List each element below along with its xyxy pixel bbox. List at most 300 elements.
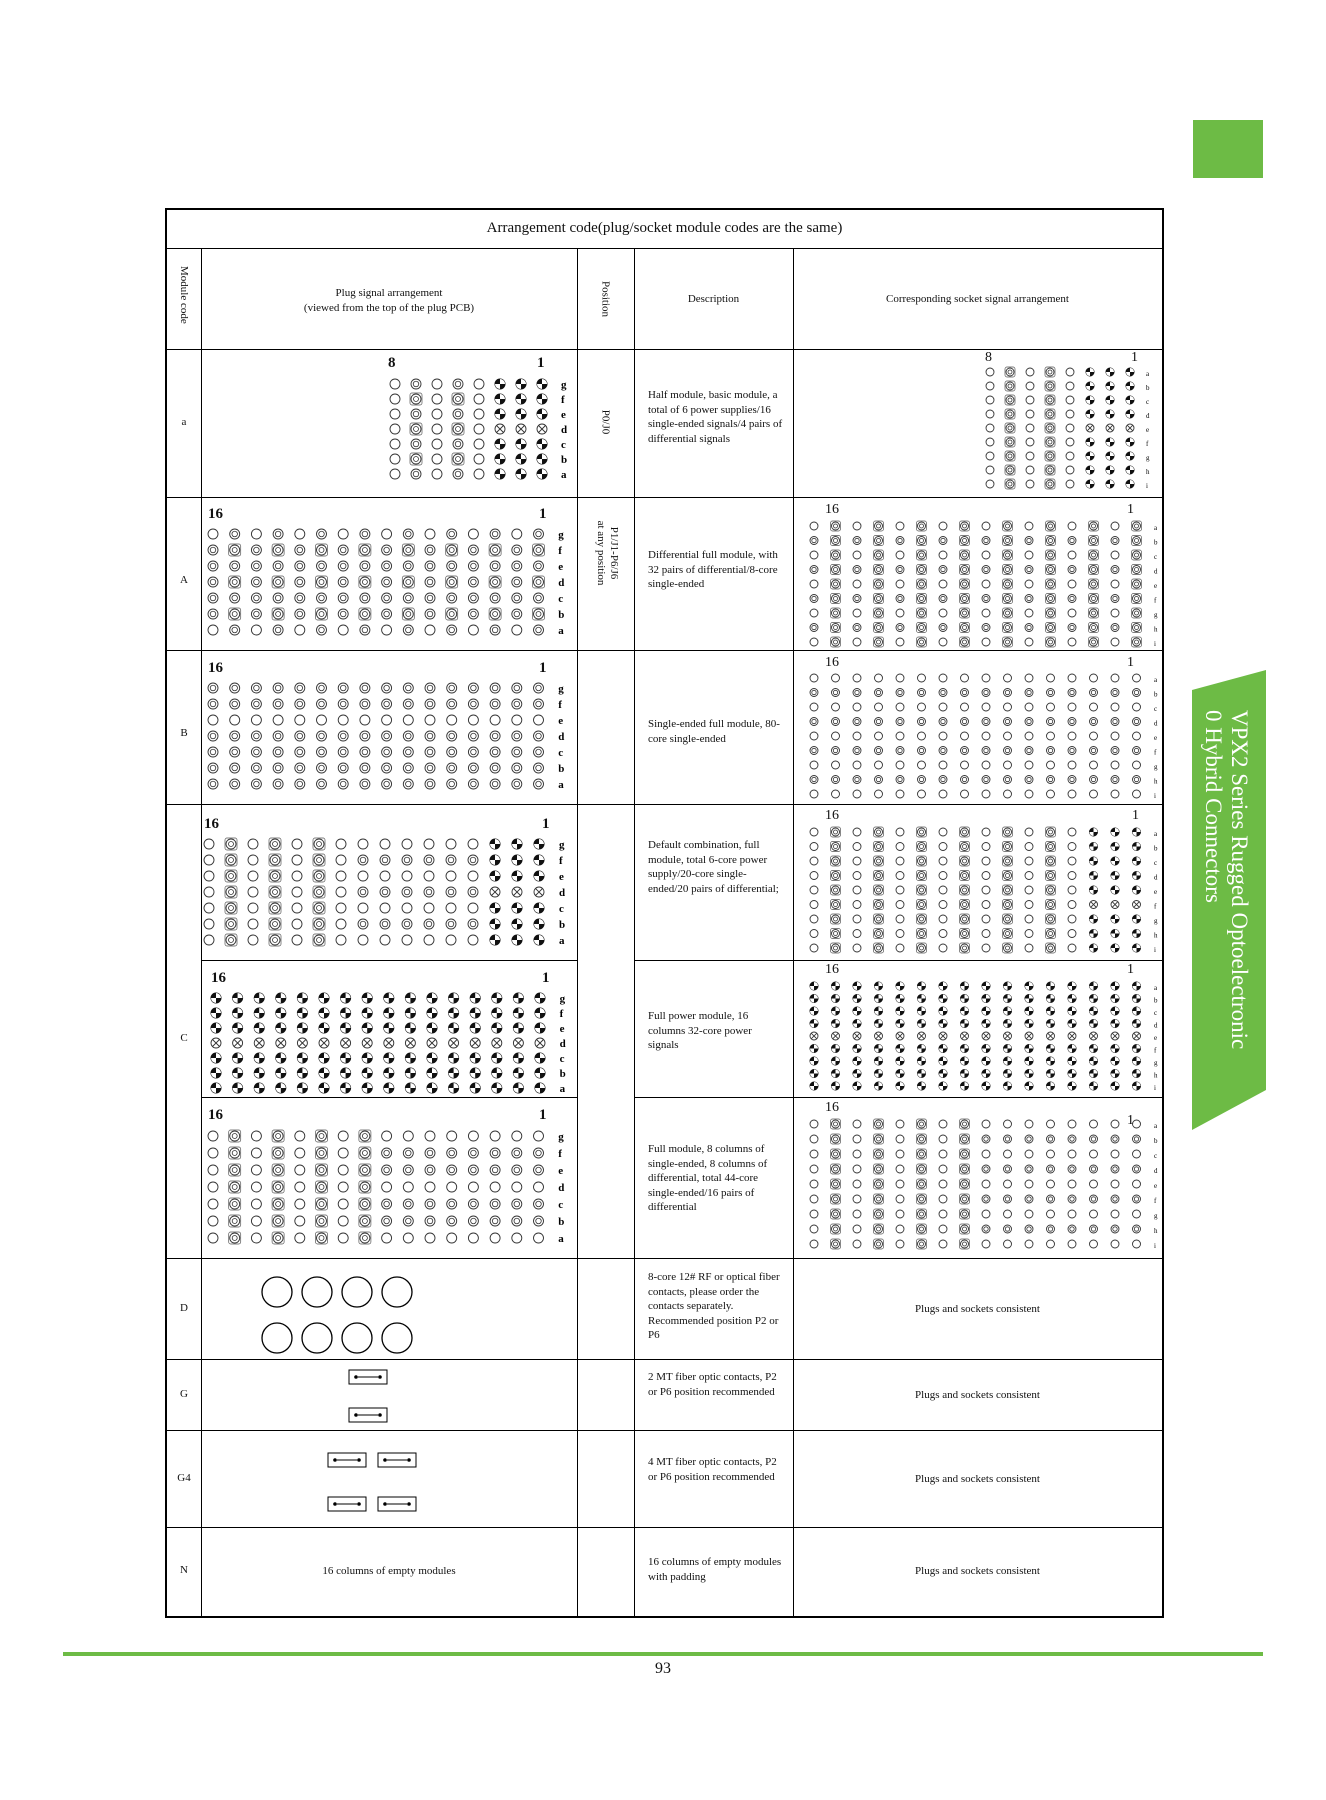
pin-double: [382, 609, 392, 619]
pin-plain: [446, 839, 456, 849]
mt-contact: [378, 1453, 416, 1467]
pin-double: [380, 855, 390, 865]
pin-diff: [1046, 579, 1056, 589]
pin-plain: [382, 1182, 392, 1192]
pin-diff: [359, 1198, 371, 1210]
pin-plain: [390, 454, 400, 464]
pin-plain: [896, 1210, 904, 1218]
pin-power: [810, 1045, 818, 1053]
pin-plain: [853, 901, 861, 909]
pin-plain: [832, 732, 840, 740]
plug-pin-grid-B: [207, 682, 571, 802]
pin-plain: [918, 703, 926, 711]
pin-double: [512, 763, 522, 773]
pin-plain: [1066, 368, 1074, 376]
socket-text-D: Plugs and sockets consistent: [915, 1303, 1040, 1315]
pin-power: [982, 995, 990, 1003]
pin-gnd: [211, 1038, 221, 1048]
pin-plain: [896, 580, 904, 588]
pin-plain: [1090, 790, 1098, 798]
plug-C-right: 1: [542, 970, 550, 986]
pin-power: [1106, 410, 1114, 418]
pin-power: [233, 1083, 243, 1093]
pin-power: [512, 839, 522, 849]
pin-power: [810, 1070, 818, 1078]
pin-power: [470, 993, 480, 1003]
row-letter: a: [1154, 676, 1158, 684]
pin-double: [382, 747, 392, 757]
pin-plain: [336, 903, 346, 913]
pin-plain: [380, 903, 390, 913]
pin-power: [875, 1007, 883, 1015]
pin-double: [1068, 1195, 1076, 1203]
row-letter: c: [559, 903, 564, 915]
pin-diff: [1132, 565, 1142, 575]
pin-plain: [896, 901, 904, 909]
pin-power: [297, 1023, 307, 1033]
pin-double: [1111, 689, 1119, 697]
pin-double: [447, 763, 457, 773]
pin-power: [1111, 1045, 1119, 1053]
pin-plain: [251, 529, 261, 539]
pin-plain: [382, 715, 392, 725]
pin-plain: [918, 732, 926, 740]
pin-power: [516, 469, 526, 479]
pin-plain: [939, 1240, 947, 1248]
pin-power: [1133, 1007, 1141, 1015]
pin-power: [492, 1008, 502, 1018]
side-banner-text: [1196, 700, 1266, 1100]
pin-diff: [960, 637, 970, 647]
pin-plain: [1047, 1210, 1055, 1218]
pin-power: [1111, 982, 1119, 990]
pin-power: [875, 995, 883, 1003]
pin-double: [382, 1216, 392, 1226]
pin-power: [211, 1023, 221, 1033]
pin-power: [939, 1045, 947, 1053]
pin-power: [982, 1082, 990, 1090]
pin-plain: [390, 379, 400, 389]
pin-power: [1133, 872, 1141, 880]
pin-power: [319, 1053, 329, 1063]
pin-plain: [1111, 674, 1119, 682]
pin-double: [403, 593, 413, 603]
pin-plain: [1111, 1180, 1119, 1188]
pin-plain: [896, 1195, 904, 1203]
pin-diff: [313, 934, 325, 946]
pin-power: [853, 1057, 861, 1065]
pin-double: [403, 1165, 413, 1175]
pin-diff: [960, 565, 970, 575]
pin-power: [1025, 1082, 1033, 1090]
pin-power: [211, 1083, 221, 1093]
pin-plain: [295, 1131, 305, 1141]
pin-double: [403, 1199, 413, 1209]
pin-plain: [982, 872, 990, 880]
pin-plain: [810, 828, 818, 836]
pin-plain: [810, 1150, 818, 1158]
row-letter: a: [1154, 984, 1158, 992]
pin-power: [1086, 396, 1094, 404]
banner-line-1: VPX2 Series Rugged Optoelectronic: [1227, 710, 1252, 1050]
pin-double: [382, 593, 392, 603]
pin-plain: [468, 625, 478, 635]
pin-double: [875, 689, 883, 697]
pin-gnd: [918, 1032, 926, 1040]
pin-double: [230, 731, 240, 741]
pin-plain: [961, 732, 969, 740]
pin-diff: [960, 929, 970, 939]
pin-power: [1106, 480, 1114, 488]
pin-plain: [986, 452, 994, 460]
pin-double: [382, 779, 392, 789]
pin-plain: [490, 715, 500, 725]
pin-double: [896, 537, 904, 545]
pin-power: [1111, 1007, 1119, 1015]
pin-power: [875, 1070, 883, 1078]
pin-double: [1025, 718, 1033, 726]
plug-C2-left: 16: [208, 1107, 223, 1123]
pin-double: [425, 699, 435, 709]
pin-plain: [832, 761, 840, 769]
pin-diff: [410, 423, 422, 435]
pin-double: [403, 731, 413, 741]
pin-double: [534, 699, 544, 709]
pin-plain: [512, 529, 522, 539]
pin-power: [1086, 466, 1094, 474]
pin-power: [534, 855, 544, 865]
pin-diff: [874, 871, 884, 881]
pin-power: [982, 1057, 990, 1065]
pin-diff: [960, 1179, 970, 1189]
socket-text-G4: Plugs and sockets consistent: [915, 1473, 1040, 1485]
pin-plain: [390, 439, 400, 449]
pin-plain: [1068, 901, 1076, 909]
pin-diff: [1046, 637, 1056, 647]
description-D: 8-core 12# RF or optical fiber contacts, please order the contacts separately. Recommended position P2 or P6: [648, 1271, 780, 1341]
pin-double: [403, 763, 413, 773]
pin-plain: [939, 609, 947, 617]
pin-diff: [1046, 536, 1056, 546]
pin-plain: [875, 761, 883, 769]
row-letter: f: [1154, 748, 1157, 757]
pin-double: [338, 779, 348, 789]
pin-power: [470, 1023, 480, 1033]
pin-plain: [1066, 452, 1074, 460]
pin-plain: [1025, 872, 1033, 880]
row-letter: d: [559, 1038, 566, 1050]
pin-diff: [874, 623, 884, 633]
pin-plain: [918, 790, 926, 798]
pin-power: [1090, 915, 1098, 923]
banner-line-2: 0 Hybrid Connectors: [1201, 710, 1226, 903]
pin-diff: [1045, 437, 1055, 447]
pin-plain: [853, 1180, 861, 1188]
pin-power: [495, 454, 505, 464]
pin-diff: [917, 550, 927, 560]
pin-plain: [1111, 638, 1119, 646]
pin-double: [382, 1148, 392, 1158]
pin-plain: [1025, 901, 1033, 909]
pin-power: [810, 1007, 818, 1015]
pin-diff: [410, 453, 422, 465]
pin-diff: [960, 1149, 970, 1159]
pin-plain: [853, 872, 861, 880]
pin-power: [961, 1057, 969, 1065]
row-letter: i: [1154, 792, 1156, 800]
pin-double: [490, 699, 500, 709]
pin-diff: [313, 886, 325, 898]
pin-double: [1025, 624, 1033, 632]
pin-plain: [939, 580, 947, 588]
pin-double: [512, 561, 522, 571]
pin-plain: [248, 935, 258, 945]
pin-double: [1068, 776, 1076, 784]
pin-diff: [1003, 579, 1013, 589]
pin-plain: [896, 1225, 904, 1233]
pin-double: [534, 763, 544, 773]
pin-diff: [1046, 871, 1056, 881]
pin-double: [230, 763, 240, 773]
pin-diff: [1046, 550, 1056, 560]
row-letter: a: [1154, 524, 1158, 532]
pin-power: [297, 1083, 307, 1093]
pin-plain: [424, 903, 434, 913]
pin-double: [230, 683, 240, 693]
pin-gnd: [1025, 1032, 1033, 1040]
pin-double: [208, 561, 218, 571]
pin-double: [468, 747, 478, 757]
pin-plain: [425, 1233, 435, 1243]
pin-diff: [316, 576, 328, 588]
pin-plain: [1066, 438, 1074, 446]
row-letter: d: [1154, 719, 1158, 728]
pin-plain: [982, 638, 990, 646]
pin-plain: [1047, 732, 1055, 740]
pin-plain: [248, 839, 258, 849]
pin-double: [251, 699, 261, 709]
pin-gnd: [341, 1038, 351, 1048]
pin-double: [295, 545, 305, 555]
pin-double: [490, 1199, 500, 1209]
pin-diff: [1003, 521, 1013, 531]
pin-power: [537, 469, 547, 479]
row-letter: h: [1154, 777, 1158, 786]
section-color-tab: [1193, 120, 1263, 178]
pin-power: [449, 1023, 459, 1033]
pin-plain: [1111, 580, 1119, 588]
pin-power: [362, 1068, 372, 1078]
pin-double: [961, 718, 969, 726]
pin-plain: [810, 901, 818, 909]
pin-power: [254, 1068, 264, 1078]
pin-plain: [853, 828, 861, 836]
pin-double: [447, 1199, 457, 1209]
pin-plain: [424, 871, 434, 881]
pin-plain: [358, 839, 368, 849]
pin-plain: [1025, 886, 1033, 894]
row-letter: g: [1154, 917, 1158, 925]
pin-double: [425, 1165, 435, 1175]
pin-power: [1126, 452, 1134, 460]
pin-gnd: [1047, 1032, 1055, 1040]
pin-plain: [1066, 424, 1074, 432]
pin-diff: [917, 1239, 927, 1249]
pin-double: [1133, 776, 1141, 784]
pin-plain: [875, 703, 883, 711]
row-letter: c: [561, 439, 566, 451]
pin-power: [1133, 995, 1141, 1003]
pin-double: [832, 776, 840, 784]
row-letter: g: [1146, 454, 1150, 462]
pin-double: [1133, 747, 1141, 755]
pin-power: [297, 1053, 307, 1063]
pin-power: [537, 379, 547, 389]
pin-plain: [939, 790, 947, 798]
pin-diff: [874, 856, 884, 866]
description-N: 16 columns of empty modules with padding: [648, 1556, 782, 1583]
pin-double: [1133, 1225, 1141, 1233]
pin-power: [537, 439, 547, 449]
pin-double: [295, 609, 305, 619]
row-letter: d: [558, 577, 565, 589]
pin-plain: [382, 529, 392, 539]
pin-power: [832, 982, 840, 990]
pin-power: [1111, 1070, 1119, 1078]
pin-double: [208, 747, 218, 757]
pin-double: [453, 409, 463, 419]
pin-power: [297, 993, 307, 1003]
row-letter: d: [1146, 412, 1150, 420]
pin-double: [468, 731, 478, 741]
pin-power: [427, 1008, 437, 1018]
pin-power: [982, 982, 990, 990]
pin-plain: [1068, 674, 1076, 682]
pin-double: [208, 779, 218, 789]
pin-plain: [534, 715, 544, 725]
pin-diff: [831, 1224, 841, 1234]
pin-diff: [831, 1149, 841, 1159]
pin-plain: [1066, 466, 1074, 474]
pin-diff: [489, 576, 501, 588]
pin-power: [1025, 1057, 1033, 1065]
mt-contact: [349, 1408, 387, 1422]
pin-diff: [1132, 536, 1142, 546]
pin-double: [1068, 747, 1076, 755]
pin-plain: [853, 551, 861, 559]
rf-contact: [302, 1323, 332, 1353]
pin-plain: [810, 872, 818, 880]
pin-plain: [1025, 944, 1033, 952]
pin-diff: [874, 914, 884, 924]
module-code-G4: G4: [177, 1472, 191, 1484]
pin-double: [411, 409, 421, 419]
pin-diff: [831, 637, 841, 647]
pin-power: [1106, 452, 1114, 460]
pin-plain: [939, 843, 947, 851]
pin-plain: [474, 454, 484, 464]
pin-diff: [831, 608, 841, 618]
pin-power: [1111, 915, 1119, 923]
pin-plain: [896, 915, 904, 923]
pin-diff: [1003, 914, 1013, 924]
pin-gnd: [405, 1038, 415, 1048]
pin-plain: [338, 1199, 348, 1209]
pin-power: [1090, 982, 1098, 990]
pin-power: [1090, 843, 1098, 851]
pin-plain: [474, 469, 484, 479]
pin-double: [360, 747, 370, 757]
pin-diff: [874, 900, 884, 910]
pin-plain: [208, 1131, 218, 1141]
pin-gnd: [534, 887, 544, 897]
pin-double: [251, 577, 261, 587]
pin-diff: [960, 842, 970, 852]
pin-double: [1025, 1135, 1033, 1143]
pin-double: [534, 731, 544, 741]
pin-gnd: [319, 1038, 329, 1048]
pin-double: [382, 1165, 392, 1175]
pin-double: [1004, 1195, 1012, 1203]
pin-plain: [1025, 1210, 1033, 1218]
pin-power: [492, 993, 502, 1003]
pin-double: [1111, 566, 1119, 574]
row-letter: i: [1154, 1242, 1156, 1250]
pin-double: [534, 1199, 544, 1209]
pin-plain: [853, 1120, 861, 1128]
pin-diff: [272, 1198, 284, 1210]
pin-diff: [917, 929, 927, 939]
pin-power: [1126, 466, 1134, 474]
pin-double: [1090, 1225, 1098, 1233]
pin-double: [425, 561, 435, 571]
pin-double: [512, 545, 522, 555]
pin-plain: [810, 674, 818, 682]
pin-diff: [1089, 565, 1099, 575]
pin-gnd: [939, 1032, 947, 1040]
pin-power: [1126, 480, 1134, 488]
pin-double: [1133, 1135, 1141, 1143]
pin-power: [896, 995, 904, 1003]
pin-diff: [313, 870, 325, 882]
pin-diff: [229, 1130, 241, 1142]
pin-double: [230, 561, 240, 571]
pin-power: [1047, 1020, 1055, 1028]
pin-power: [1111, 1057, 1119, 1065]
pin-plain: [896, 703, 904, 711]
pin-power: [1068, 1045, 1076, 1053]
pin-gnd: [254, 1038, 264, 1048]
pin-diff: [874, 1119, 884, 1129]
pin-diff: [359, 1164, 371, 1176]
pin-plain: [1025, 1120, 1033, 1128]
pin-diff: [229, 1181, 241, 1193]
pin-double: [982, 689, 990, 697]
pin-power: [405, 1008, 415, 1018]
pin-power: [1068, 995, 1076, 1003]
pin-gnd: [427, 1038, 437, 1048]
pin-plain: [204, 871, 214, 881]
pin-plain: [1047, 1150, 1055, 1158]
pin-plain: [338, 1165, 348, 1175]
pin-power: [918, 995, 926, 1003]
header-position: Position: [599, 280, 612, 318]
pin-double: [447, 529, 457, 539]
pin-double: [832, 718, 840, 726]
pin-diff: [1132, 623, 1142, 633]
pin-power: [1126, 438, 1134, 446]
pin-plain: [1025, 1150, 1033, 1158]
